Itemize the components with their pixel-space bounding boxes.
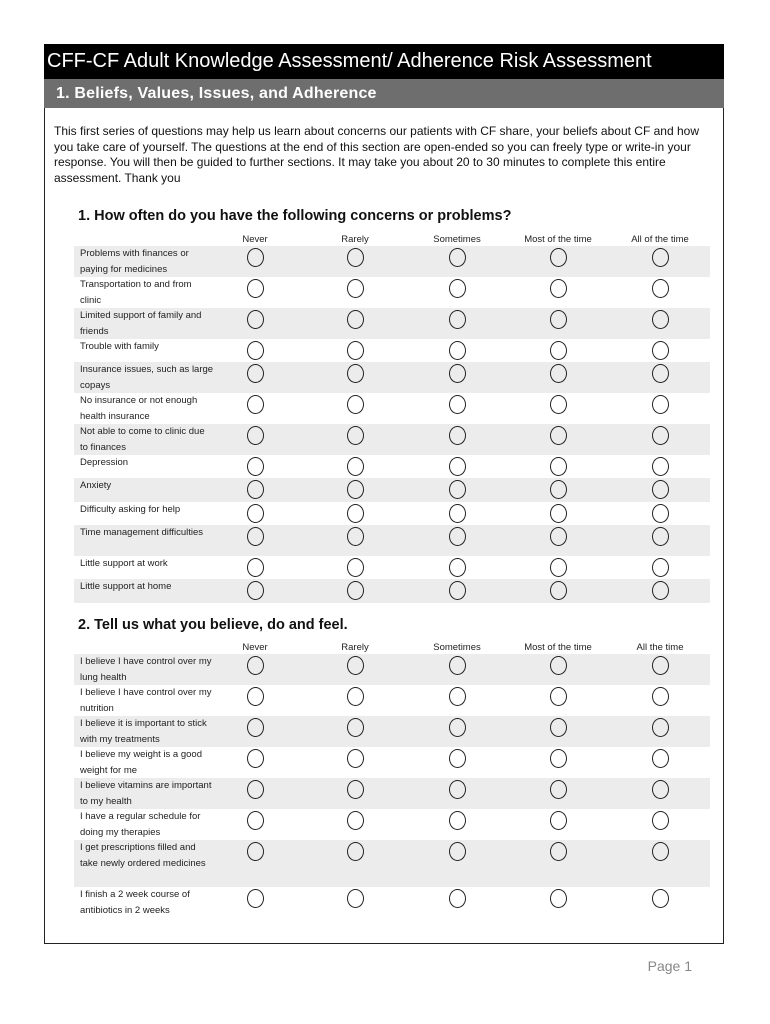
- column-header-sometimes: Sometimes: [433, 642, 481, 653]
- question-1-heading: 1. How often do you have the following concerns or problems?: [78, 208, 512, 224]
- row-label: I believe I have control over my nutrition: [80, 687, 212, 714]
- column-header-rarely: Rarely: [341, 642, 369, 653]
- question-row: [74, 502, 710, 525]
- row-label: I believe vitamins are important to my health: [80, 780, 212, 807]
- radio-sometimes[interactable]: [449, 656, 466, 675]
- radio-sometimes[interactable]: [449, 364, 466, 383]
- radio-rarely[interactable]: [347, 248, 364, 267]
- radio-never[interactable]: [247, 457, 264, 476]
- row-label: I believe my weight is a good weight for me: [80, 749, 202, 776]
- radio-rarely[interactable]: [347, 749, 364, 768]
- radio-rarely[interactable]: [347, 310, 364, 329]
- radio-sometimes[interactable]: [449, 426, 466, 445]
- radio-all-of-the-time[interactable]: [652, 457, 669, 476]
- radio-rarely[interactable]: [347, 687, 364, 706]
- radio-sometimes[interactable]: [449, 310, 466, 329]
- row-label: I believe I have control over my lung health: [80, 656, 212, 683]
- radio-sometimes[interactable]: [449, 842, 466, 861]
- radio-all-of-the-time[interactable]: [652, 395, 669, 414]
- radio-sometimes[interactable]: [449, 248, 466, 267]
- question-row: [74, 887, 710, 918]
- radio-rarely[interactable]: [347, 558, 364, 577]
- radio-sometimes[interactable]: [449, 687, 466, 706]
- question-row: [74, 778, 710, 809]
- radio-most-of-the-time[interactable]: [550, 656, 567, 675]
- radio-never[interactable]: [247, 749, 264, 768]
- row-label: I finish a 2 week course of antibiotics in 2 weeks: [80, 889, 190, 916]
- radio-rarely[interactable]: [347, 480, 364, 499]
- question-row: [74, 362, 710, 393]
- radio-rarely[interactable]: [347, 364, 364, 383]
- radio-most-of-the-time[interactable]: [550, 457, 567, 476]
- radio-sometimes[interactable]: [449, 749, 466, 768]
- row-label: Anxiety: [80, 480, 112, 491]
- radio-never[interactable]: [247, 842, 264, 861]
- question-row: [74, 685, 710, 716]
- radio-all-the-time[interactable]: [652, 780, 669, 799]
- question-2-heading: 2. Tell us what you believe, do and feel.: [78, 617, 348, 633]
- radio-rarely[interactable]: [347, 656, 364, 675]
- row-label: Time management difficulties: [80, 527, 204, 538]
- radio-sometimes[interactable]: [449, 558, 466, 577]
- radio-never[interactable]: [247, 480, 264, 499]
- radio-sometimes[interactable]: [449, 780, 466, 799]
- radio-never[interactable]: [247, 504, 264, 523]
- radio-rarely[interactable]: [347, 889, 364, 908]
- radio-most-of-the-time[interactable]: [550, 749, 567, 768]
- radio-rarely[interactable]: [347, 395, 364, 414]
- column-header-most-of-the-time: Most of the time: [524, 234, 592, 245]
- radio-never[interactable]: [247, 656, 264, 675]
- radio-all-of-the-time[interactable]: [652, 558, 669, 577]
- radio-sometimes[interactable]: [449, 527, 466, 546]
- row-label: Little support at work: [80, 558, 168, 569]
- question-row: [74, 809, 710, 840]
- column-header-most-of-the-time: Most of the time: [524, 642, 592, 653]
- question-row: [74, 393, 710, 424]
- row-label: Not able to come to clinic due to finances: [80, 426, 205, 453]
- radio-all-of-the-time[interactable]: [652, 279, 669, 298]
- radio-most-of-the-time[interactable]: [550, 279, 567, 298]
- question-row: [74, 277, 710, 308]
- radio-most-of-the-time[interactable]: [550, 718, 567, 737]
- row-label: No insurance or not enough health insurance: [80, 395, 198, 422]
- question-row: [74, 424, 710, 455]
- radio-sometimes[interactable]: [449, 811, 466, 830]
- radio-never[interactable]: [247, 811, 264, 830]
- radio-most-of-the-time[interactable]: [550, 310, 567, 329]
- column-header-rarely: Rarely: [341, 234, 369, 245]
- row-label: Little support at home: [80, 581, 172, 592]
- row-label: Difficulty asking for help: [80, 504, 181, 515]
- radio-most-of-the-time[interactable]: [550, 811, 567, 830]
- radio-most-of-the-time[interactable]: [550, 889, 567, 908]
- radio-most-of-the-time[interactable]: [550, 426, 567, 445]
- question-row: [74, 840, 710, 887]
- radio-never[interactable]: [247, 780, 264, 799]
- radio-never[interactable]: [247, 426, 264, 445]
- radio-rarely[interactable]: [347, 581, 364, 600]
- row-label: Trouble with family: [80, 341, 159, 352]
- radio-rarely[interactable]: [347, 842, 364, 861]
- intro-paragraph: This first series of questions may help us learn about concerns our patients with CF share, your beliefs about CF and how you take care of yourself. The questions at the end of this section are open-ended so you can freely type or write-in your response. You will then be guided to further sections. It may take you about 20 to 30 minutes to complete this entire assessment. Thank you: [54, 124, 699, 185]
- section-title: 1. Beliefs, Values, Issues, and Adherence: [44, 79, 724, 108]
- radio-most-of-the-time[interactable]: [550, 558, 567, 577]
- radio-all-of-the-time[interactable]: [652, 581, 669, 600]
- radio-most-of-the-time[interactable]: [550, 341, 567, 360]
- radio-all-the-time[interactable]: [652, 842, 669, 861]
- radio-all-of-the-time[interactable]: [652, 341, 669, 360]
- question-row: [74, 455, 710, 478]
- question-row: [74, 747, 710, 778]
- radio-sometimes[interactable]: [449, 504, 466, 523]
- radio-sometimes[interactable]: [449, 889, 466, 908]
- radio-sometimes[interactable]: [449, 480, 466, 499]
- radio-most-of-the-time[interactable]: [550, 504, 567, 523]
- radio-all-the-time[interactable]: [652, 687, 669, 706]
- radio-never[interactable]: [247, 364, 264, 383]
- row-label: Depression: [80, 457, 129, 468]
- radio-most-of-the-time[interactable]: [550, 687, 567, 706]
- radio-most-of-the-time[interactable]: [550, 780, 567, 799]
- radio-sometimes[interactable]: [449, 341, 466, 360]
- row-label: I have a regular schedule for doing my therapies: [80, 811, 201, 838]
- page-number: Page 1: [647, 958, 692, 974]
- radio-rarely[interactable]: [347, 527, 364, 546]
- radio-most-of-the-time[interactable]: [550, 842, 567, 861]
- radio-rarely[interactable]: [347, 341, 364, 360]
- question-row: [74, 339, 710, 362]
- row-label: I get prescriptions filled and take newly ordered medicines: [80, 842, 206, 869]
- radio-never[interactable]: [247, 527, 264, 546]
- radio-all-the-time[interactable]: [652, 718, 669, 737]
- radio-all-of-the-time[interactable]: [652, 248, 669, 267]
- radio-rarely[interactable]: [347, 780, 364, 799]
- radio-all-the-time[interactable]: [652, 889, 669, 908]
- radio-rarely[interactable]: [347, 279, 364, 298]
- radio-most-of-the-time[interactable]: [550, 480, 567, 499]
- radio-all-of-the-time[interactable]: [652, 426, 669, 445]
- radio-rarely[interactable]: [347, 426, 364, 445]
- radio-never[interactable]: [247, 248, 264, 267]
- question-row: [74, 579, 710, 603]
- radio-never[interactable]: [247, 687, 264, 706]
- radio-most-of-the-time[interactable]: [550, 248, 567, 267]
- document-title: CFF-CF Adult Knowledge Assessment/ Adherence Risk Assessment: [44, 44, 724, 79]
- radio-all-of-the-time[interactable]: [652, 504, 669, 523]
- radio-all-the-time[interactable]: [652, 656, 669, 675]
- radio-never[interactable]: [247, 581, 264, 600]
- question-row: [74, 525, 710, 556]
- radio-most-of-the-time[interactable]: [550, 364, 567, 383]
- radio-rarely[interactable]: [347, 811, 364, 830]
- row-label: Transportation to and from clinic: [80, 279, 192, 306]
- column-header-never: Never: [242, 234, 268, 245]
- question-row: [74, 654, 710, 685]
- radio-most-of-the-time[interactable]: [550, 581, 567, 600]
- radio-rarely[interactable]: [347, 457, 364, 476]
- radio-never[interactable]: [247, 889, 264, 908]
- radio-all-the-time[interactable]: [652, 811, 669, 830]
- radio-all-the-time[interactable]: [652, 749, 669, 768]
- radio-all-of-the-time[interactable]: [652, 364, 669, 383]
- column-header-all-the-time: All the time: [636, 642, 684, 653]
- row-label: Problems with finances or paying for medicines: [80, 248, 189, 275]
- column-header-all-of-the-time: All of the time: [631, 234, 689, 245]
- column-header-sometimes: Sometimes: [433, 234, 481, 245]
- question-row: [74, 556, 710, 579]
- radio-sometimes[interactable]: [449, 457, 466, 476]
- radio-most-of-the-time[interactable]: [550, 527, 567, 546]
- radio-all-of-the-time[interactable]: [652, 527, 669, 546]
- radio-never[interactable]: [247, 341, 264, 360]
- question-row: [74, 246, 710, 277]
- radio-never[interactable]: [247, 718, 264, 737]
- question-row: [74, 308, 710, 339]
- row-label: I believe it is important to stick with my treatments: [80, 718, 207, 745]
- radio-never[interactable]: [247, 558, 264, 577]
- radio-all-of-the-time[interactable]: [652, 480, 669, 499]
- radio-most-of-the-time[interactable]: [550, 395, 567, 414]
- radio-never[interactable]: [247, 279, 264, 298]
- radio-sometimes[interactable]: [449, 581, 466, 600]
- radio-rarely[interactable]: [347, 718, 364, 737]
- row-label: Limited support of family and friends: [80, 310, 202, 337]
- row-label: Insurance issues, such as large copays: [80, 364, 214, 391]
- radio-never[interactable]: [247, 395, 264, 414]
- radio-never[interactable]: [247, 310, 264, 329]
- question-row: [74, 716, 710, 747]
- radio-sometimes[interactable]: [449, 279, 466, 298]
- radio-rarely[interactable]: [347, 504, 364, 523]
- radio-sometimes[interactable]: [449, 395, 466, 414]
- column-header-never: Never: [242, 642, 268, 653]
- question-row: [74, 478, 710, 502]
- radio-all-of-the-time[interactable]: [652, 310, 669, 329]
- radio-sometimes[interactable]: [449, 718, 466, 737]
